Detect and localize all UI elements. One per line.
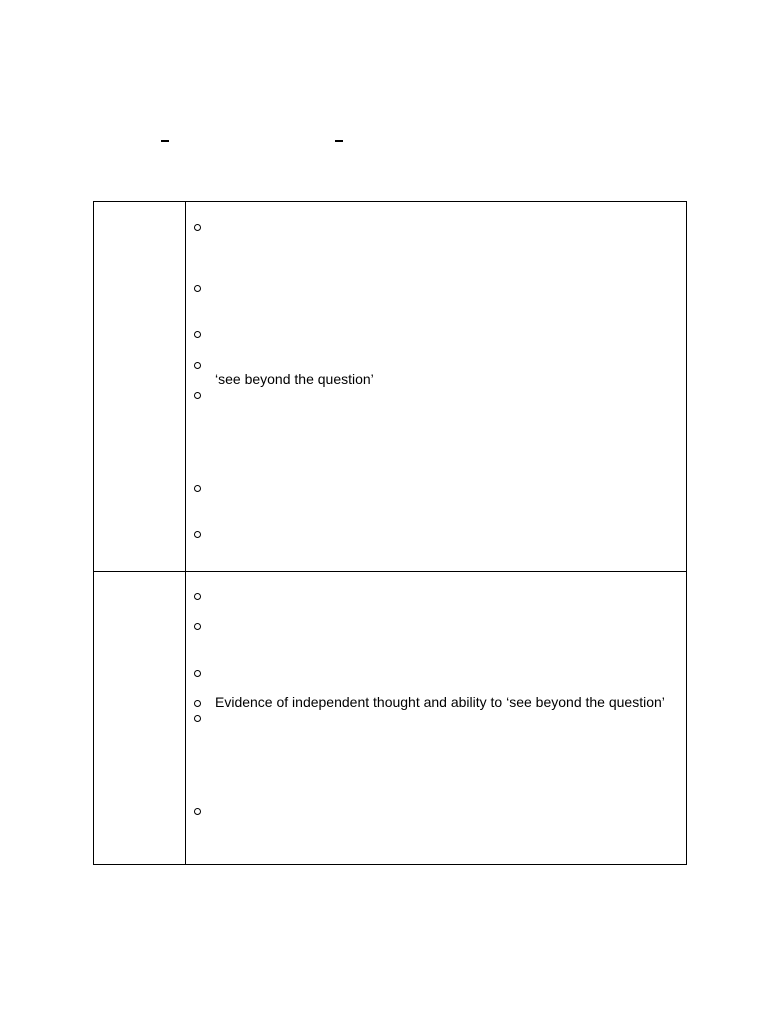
hollow-bullet-icon bbox=[194, 700, 201, 707]
row-label-cell bbox=[94, 202, 186, 571]
hollow-bullet-icon bbox=[194, 670, 201, 677]
hollow-bullet-icon bbox=[194, 485, 201, 492]
rubric-row bbox=[94, 572, 686, 864]
hollow-bullet-icon bbox=[194, 285, 201, 292]
hollow-bullet-icon bbox=[194, 531, 201, 538]
hollow-bullet-icon bbox=[194, 808, 201, 815]
hollow-bullet-icon bbox=[194, 331, 201, 338]
hollow-bullet-icon bbox=[194, 715, 201, 722]
criterion-text: ‘see beyond the question’ bbox=[215, 371, 374, 387]
header-dash-left bbox=[161, 140, 169, 142]
row-criteria-cell bbox=[186, 202, 686, 571]
rubric-table bbox=[93, 201, 687, 865]
hollow-bullet-icon bbox=[194, 362, 201, 369]
row-criteria-cell bbox=[186, 572, 686, 864]
hollow-bullet-icon bbox=[194, 623, 201, 630]
row-label-cell bbox=[94, 572, 186, 864]
criterion-text: Evidence of independent thought and ability to ‘see beyond the question’ bbox=[215, 694, 665, 710]
hollow-bullet-icon bbox=[194, 392, 201, 399]
hollow-bullet-icon bbox=[194, 593, 201, 600]
header-dash-right bbox=[335, 140, 343, 142]
rubric-row bbox=[94, 202, 686, 572]
hollow-bullet-icon bbox=[194, 224, 201, 231]
